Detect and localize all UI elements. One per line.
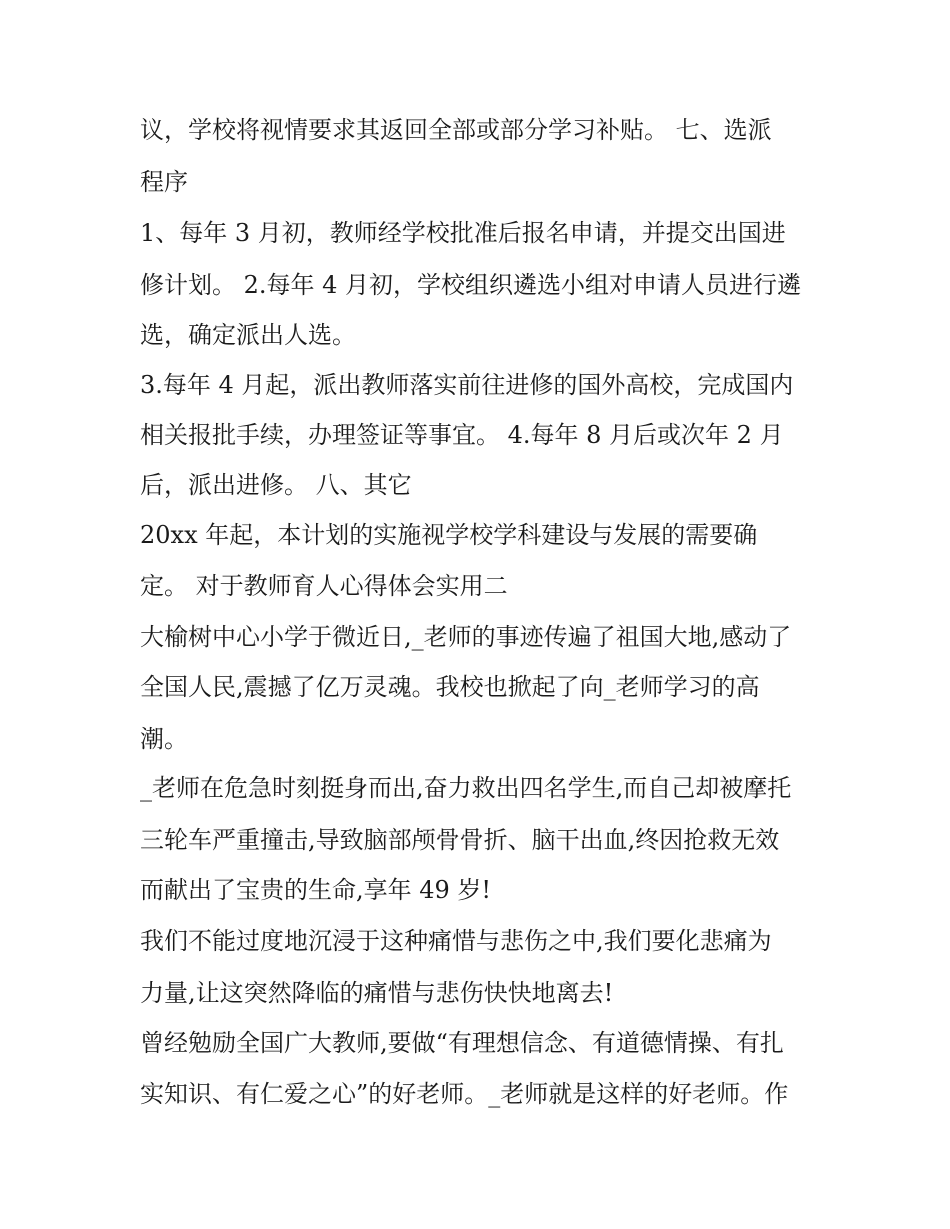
text-line: 选，确定派出人选。 xyxy=(140,321,356,349)
text-line: 而献出了宝贵的生命,享年 49 岁! xyxy=(140,876,492,904)
text-line: 修计划。 2.每年 4 月初，学校组织遴选小组对申请人员进行遴 xyxy=(140,271,802,299)
text-line: 1、每年 3 月初，教师经学校批准后报名申请，并提交出国进 xyxy=(140,219,786,247)
text-line: 曾经勉励全国广大教师,要做“有理想信念、有道德情操、有扎 xyxy=(140,1029,784,1057)
text-line: 议，学校将视情要求其返回全部或部分学习补贴。 七、选派 xyxy=(140,116,772,144)
text-line: 程序 xyxy=(140,168,188,196)
text-line: 大榆树中心小学于微近日,_老师的事迹传遍了祖国大地,感动了 xyxy=(140,623,792,651)
text-line: 实知识、有仁爱之心”的好老师。_老师就是这样的好老师。作 xyxy=(140,1080,789,1108)
text-line: 20xx 年起，本计划的实施视学校学科建设与发展的需要确 xyxy=(140,521,758,549)
text-line: 3.每年 4 月起，派出教师落实前往进修的国外高校，完成国内 xyxy=(140,371,794,399)
text-line: 我们不能过度地沉浸于这种痛惜与悲伤之中,我们要化悲痛为 xyxy=(140,927,772,955)
text-line: 后，派出进修。 八、其它 xyxy=(140,471,412,499)
text-line: 全国人民,震撼了亿万灵魂。我校也掀起了向_老师学习的高 xyxy=(140,673,760,701)
text-line: 定。 对于教师育人心得体会实用二 xyxy=(140,572,508,600)
text-line: 三轮车严重撞击,导致脑部颅骨骨折、脑干出血,终因抢救无效 xyxy=(140,826,780,854)
text-line: 力量,让这突然降临的痛惜与悲伤快快地离去! xyxy=(140,979,614,1007)
text-line: 相关报批手续，办理签证等事宜。 4.每年 8 月后或次年 2 月 xyxy=(140,421,784,449)
text-line: 潮。 xyxy=(140,725,188,753)
text-line: _老师在危急时刻挺身而出,奋力救出四名学生,而自己却被摩托 xyxy=(140,774,792,802)
